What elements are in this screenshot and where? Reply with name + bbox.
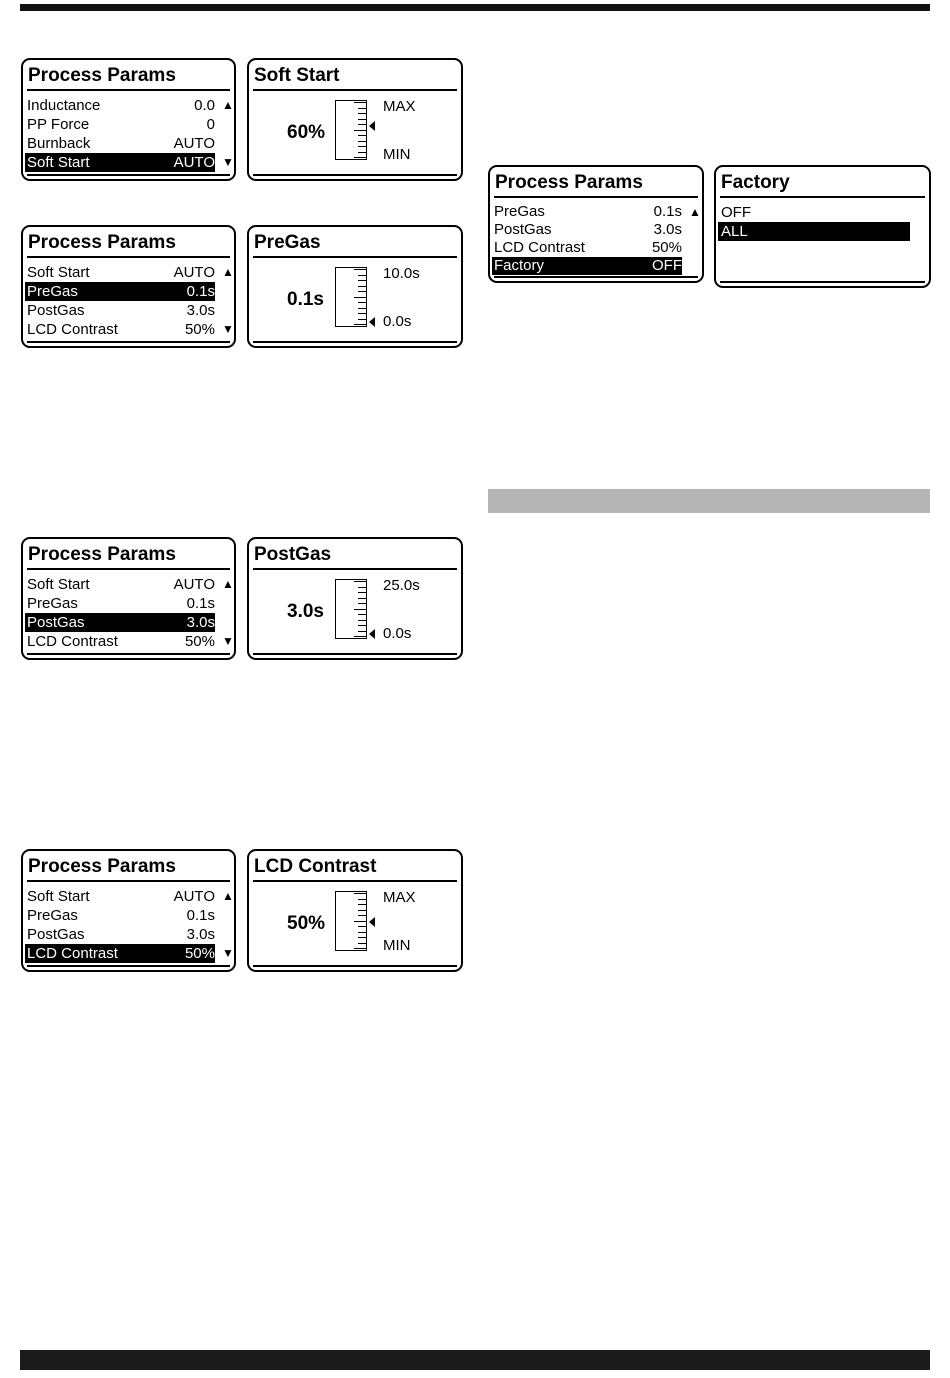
row-label: PreGas xyxy=(27,907,78,924)
menu-row-pregas[interactable] xyxy=(25,594,215,613)
scroll-down-icon: ▼ xyxy=(222,322,234,336)
scale-tick xyxy=(358,932,366,933)
scale-tick xyxy=(358,280,366,281)
row-value: 0.1s xyxy=(186,595,215,612)
scale-max-label: 10.0s xyxy=(383,265,420,282)
menu-row-pregas-selected[interactable] xyxy=(25,282,215,301)
row-label: PreGas xyxy=(27,595,78,612)
scale-tick xyxy=(358,119,366,120)
scale-tick xyxy=(358,587,366,588)
top-rule xyxy=(20,4,930,11)
row-label: Soft Start xyxy=(27,576,90,593)
menu-row-postgas[interactable] xyxy=(492,221,682,239)
menu-row-factory-selected[interactable] xyxy=(492,257,682,275)
process-params-screen-5 xyxy=(488,165,704,283)
scale-tick xyxy=(354,948,366,949)
scale-tick xyxy=(358,146,366,147)
row-label: PostGas xyxy=(27,302,85,319)
scale-tick xyxy=(358,937,366,938)
row-value: 0.1s xyxy=(186,283,215,300)
level-pointer-icon xyxy=(369,629,375,639)
process-params-screen-2 xyxy=(21,225,236,348)
row-value: AUTO xyxy=(173,264,215,281)
level-scale xyxy=(335,891,367,951)
scale-tick xyxy=(354,921,366,922)
scale-tick xyxy=(358,915,366,916)
factory-screen xyxy=(714,165,931,288)
scale-min-label: 0.0s xyxy=(383,313,412,330)
row-label: LCD Contrast xyxy=(27,321,118,338)
menu-row-soft-start[interactable] xyxy=(25,887,215,906)
row-value: AUTO xyxy=(173,135,215,152)
scale-tick xyxy=(354,269,366,270)
soft-start-screen xyxy=(247,58,463,181)
row-label: PP Force xyxy=(27,116,90,133)
factory-option-all-selected[interactable]: ALL xyxy=(718,222,910,241)
row-value: 50% xyxy=(184,945,215,962)
screen-title: Process Params xyxy=(494,170,698,198)
scale-tick xyxy=(354,609,366,610)
row-label: Factory xyxy=(494,257,545,274)
row-value: 0.0 xyxy=(194,97,215,114)
row-value: 3.0s xyxy=(186,614,215,631)
screen-title: Factory xyxy=(720,170,925,198)
level-pointer-icon xyxy=(369,317,375,327)
scale-tick xyxy=(354,157,366,158)
current-value: 3.0s xyxy=(287,601,324,622)
scale-tick xyxy=(354,893,366,894)
scale-tick xyxy=(358,108,366,109)
row-value: OFF xyxy=(652,257,682,274)
row-value: 0.1s xyxy=(653,203,682,220)
scale-tick xyxy=(354,581,366,582)
screen-title: Soft Start xyxy=(253,63,457,91)
level-scale xyxy=(335,579,367,639)
pregas-screen xyxy=(247,225,463,348)
scale-tick xyxy=(358,135,366,136)
menu-row-lcd-contrast[interactable] xyxy=(25,320,215,339)
scale-tick xyxy=(358,943,366,944)
row-label: LCD Contrast xyxy=(494,239,585,256)
level-scale xyxy=(335,267,367,327)
scroll-down-icon: ▼ xyxy=(222,946,234,960)
scale-tick xyxy=(358,598,366,599)
scale-tick xyxy=(354,636,366,637)
menu-row-pregas[interactable] xyxy=(25,906,215,925)
menu-row-pregas[interactable] xyxy=(492,203,682,221)
menu-row-burnback[interactable] xyxy=(25,134,215,153)
factory-option-off[interactable]: OFF xyxy=(721,204,751,221)
row-value: 50% xyxy=(651,239,682,256)
level-pointer-icon xyxy=(369,917,375,927)
menu-row-soft-start[interactable] xyxy=(25,263,215,282)
scale-tick xyxy=(354,102,366,103)
row-label: PostGas xyxy=(494,221,552,238)
scale-tick xyxy=(358,319,366,320)
process-params-screen-1 xyxy=(21,58,236,181)
screen-title: Process Params xyxy=(27,854,230,882)
scroll-down-icon: ▼ xyxy=(222,634,234,648)
level-pointer-icon xyxy=(369,121,375,131)
current-value: 60% xyxy=(287,122,326,143)
scroll-up-icon: ▲ xyxy=(689,205,701,219)
row-label: Soft Start xyxy=(27,154,90,171)
row-value: AUTO xyxy=(173,888,215,905)
level-scale xyxy=(335,100,367,160)
scale-max-label: 25.0s xyxy=(383,577,420,594)
current-value: 50% xyxy=(287,913,326,934)
screen-title: PostGas xyxy=(253,542,457,570)
row-value: 50% xyxy=(184,321,215,338)
scale-tick xyxy=(358,910,366,911)
row-value: AUTO xyxy=(173,154,215,171)
lcd-contrast-screen xyxy=(247,849,463,972)
scroll-up-icon: ▲ xyxy=(222,265,234,279)
row-value: 0 xyxy=(206,116,215,133)
scale-tick xyxy=(358,603,366,604)
menu-row-postgas[interactable] xyxy=(25,925,215,944)
scale-tick xyxy=(358,152,366,153)
row-value: 0.1s xyxy=(186,907,215,924)
menu-row-lcd-contrast[interactable] xyxy=(492,239,682,257)
menu-row-lcd-contrast-selected[interactable] xyxy=(25,944,215,963)
scale-max-label: MAX xyxy=(383,889,416,906)
row-label: PreGas xyxy=(494,203,545,220)
menu-row-inductance[interactable] xyxy=(25,96,215,115)
scale-tick xyxy=(358,625,366,626)
row-value: 50% xyxy=(184,633,215,650)
screen-title: Process Params xyxy=(27,542,230,570)
scale-max-label: MAX xyxy=(383,98,416,115)
scale-tick xyxy=(358,291,366,292)
menu-row-postgas[interactable] xyxy=(25,301,215,320)
row-label: Inductance xyxy=(27,97,101,114)
row-value: 3.0s xyxy=(186,302,215,319)
row-label: LCD Contrast xyxy=(27,633,118,650)
scale-tick xyxy=(358,286,366,287)
scale-tick xyxy=(354,324,366,325)
scale-tick xyxy=(358,926,366,927)
scale-tick xyxy=(358,141,366,142)
scale-tick xyxy=(358,302,366,303)
scroll-up-icon: ▲ xyxy=(222,889,234,903)
postgas-screen xyxy=(247,537,463,660)
menu-row-lcd-contrast[interactable] xyxy=(25,632,215,651)
row-label: Burnback xyxy=(27,135,91,152)
menu-row-soft-start[interactable] xyxy=(25,575,215,594)
scale-tick xyxy=(354,130,366,131)
screen-title: Process Params xyxy=(27,230,230,258)
row-value: AUTO xyxy=(173,576,215,593)
scale-tick xyxy=(358,631,366,632)
scale-tick xyxy=(358,113,366,114)
menu-row-pp-force[interactable] xyxy=(25,115,215,134)
scale-tick xyxy=(358,899,366,900)
process-params-screen-4 xyxy=(21,849,236,972)
row-label: LCD Contrast xyxy=(27,945,118,962)
current-value: 0.1s xyxy=(287,289,324,310)
scale-tick xyxy=(358,620,366,621)
scroll-down-icon: ▼ xyxy=(222,155,234,169)
row-label: Soft Start xyxy=(27,888,90,905)
screen-title: LCD Contrast xyxy=(253,854,457,882)
scroll-up-icon: ▲ xyxy=(222,577,234,591)
scale-tick xyxy=(358,124,366,125)
scale-tick xyxy=(358,275,366,276)
scale-min-label: MIN xyxy=(383,937,411,954)
scale-tick xyxy=(358,308,366,309)
row-value: 3.0s xyxy=(653,221,682,238)
screen-title: Process Params xyxy=(27,63,230,91)
scale-tick xyxy=(358,614,366,615)
menu-row-postgas-selected[interactable] xyxy=(25,613,215,632)
section-band xyxy=(488,489,930,513)
scale-min-label: 0.0s xyxy=(383,625,412,642)
menu-row-soft-start-selected[interactable] xyxy=(25,153,215,172)
process-params-screen-3 xyxy=(21,537,236,660)
bottom-rule xyxy=(20,1350,930,1370)
scale-min-label: MIN xyxy=(383,146,411,163)
row-label: PostGas xyxy=(27,926,85,943)
row-label: Soft Start xyxy=(27,264,90,281)
row-value: 3.0s xyxy=(186,926,215,943)
screen-title: PreGas xyxy=(253,230,457,258)
scroll-up-icon: ▲ xyxy=(222,98,234,112)
row-label: PostGas xyxy=(27,614,85,631)
scale-tick xyxy=(358,313,366,314)
row-label: PreGas xyxy=(27,283,78,300)
scale-tick xyxy=(358,592,366,593)
scale-tick xyxy=(358,904,366,905)
scale-tick xyxy=(354,297,366,298)
